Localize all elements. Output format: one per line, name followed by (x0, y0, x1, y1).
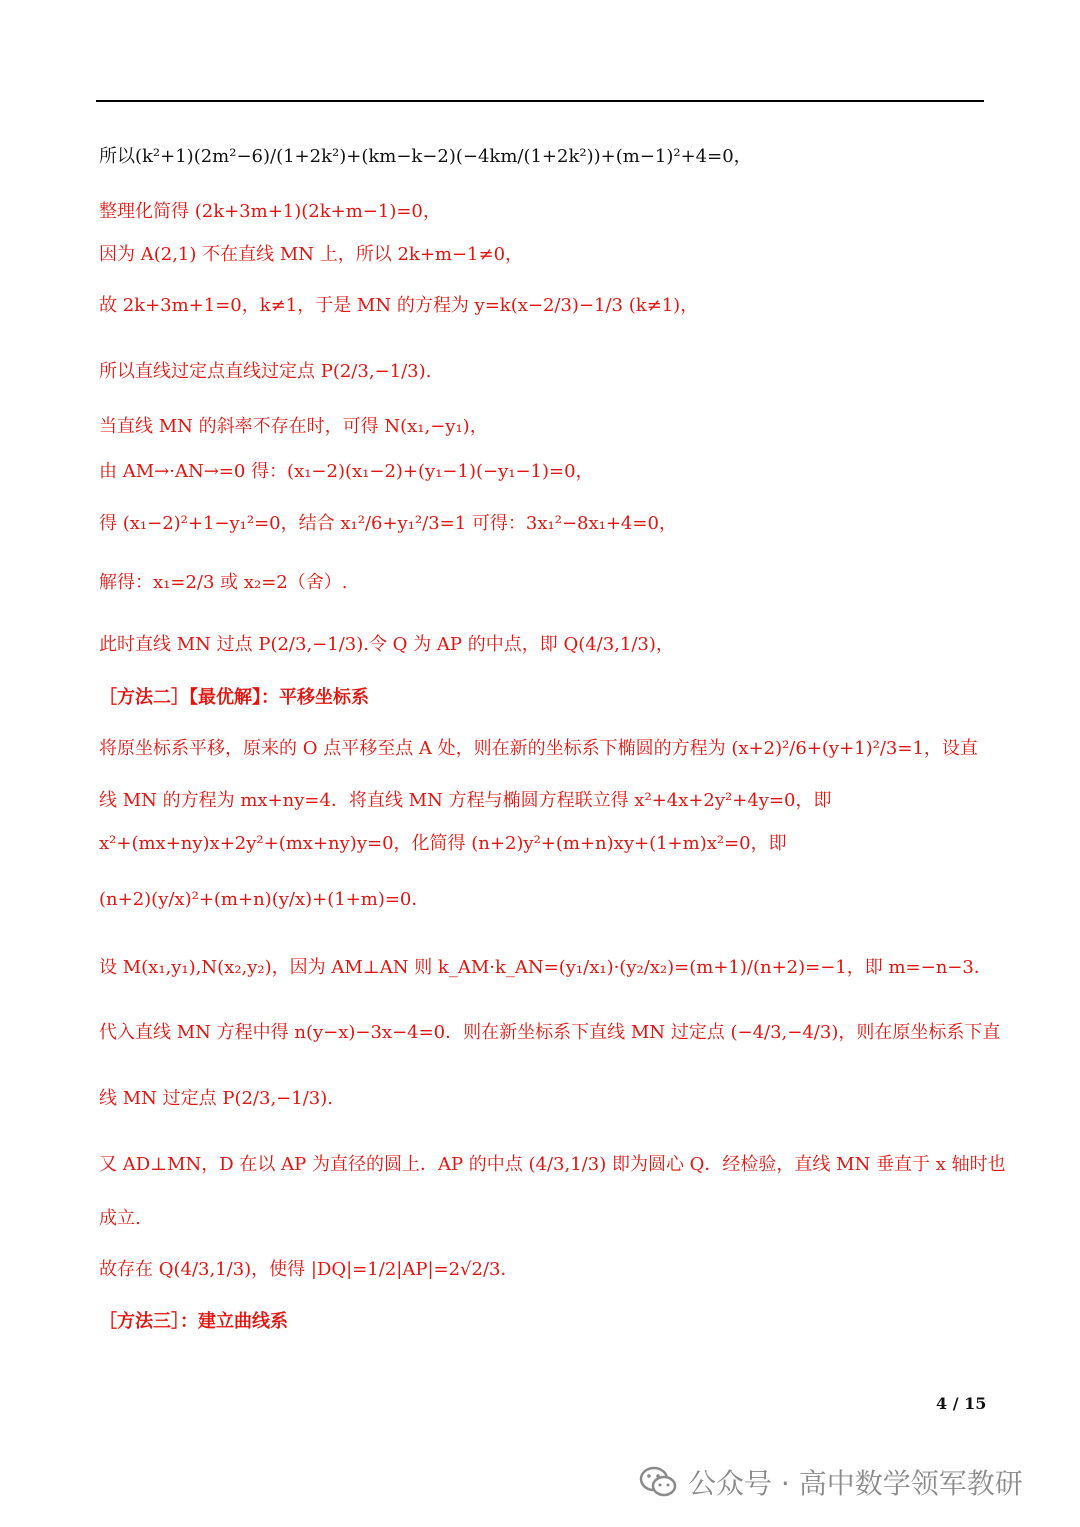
line-5: 所以直线过定点直线过定点 P(2/3,−1/3). (99, 361, 432, 382)
line-21: 故存在 Q(4/3,1/3)，使得 |DQ|=1/2|AP|=2√2/3． (99, 1259, 519, 1280)
watermark (638, 1458, 1023, 1506)
wechat-icon (638, 1462, 678, 1502)
line-16: 设 M(x₁,y₁),N(x₂,y₂)，因为 AM⊥AN 则 k_AM·k_AN=(y₁/x₁)·(y₂/x₂)=(m+1)/(n+2)=−1，即 m=−n−3． (99, 957, 992, 978)
line-2: 整理化简得 (2k+3m+1)(2k+m−1)=0， (99, 201, 441, 222)
line-4: 故 2k+3m+1=0，k≠1，于是 MN 的方程为 y=k(x−2/3)−1/3 (k≠1)， (99, 295, 699, 316)
line-17: 代入直线 MN 方程中得 n(y−x)−3x−4=0．则在新坐标系下直线 MN 过定点 (−4/3,−4/3)，则在原坐标系下直 (99, 1022, 1001, 1043)
header-rule (96, 100, 984, 102)
line-7: 由 AM→·AN→=0 得：(x₁−2)(x₁−2)+(y₁−1)(−y₁−1)=0， (99, 461, 594, 482)
line-20: 成立. (99, 1208, 141, 1229)
watermark-text: 公众号 · 高中数学领军教研 (688, 1467, 1023, 1500)
line-18: 线 MN 过定点 P(2/3,−1/3). (99, 1088, 333, 1109)
section-heading-method-2: ［方法二］【最优解】：平移坐标系 (99, 687, 369, 708)
line-9: 解得：x₁=2/3 或 x₂=2（舍）. (99, 572, 348, 593)
line-12: 将原坐标系平移，原来的 O 点平移至点 A 处，则在新的坐标系下椭圆的方程为 (x+2)²/6+(y+1)²/3=1，设直 (99, 738, 978, 759)
line-15: (n+2)(y/x)²+(m+n)(y/x)+(1+m)=0． (99, 889, 430, 910)
line-1: 所以(k²+1)(2m²−6)/(1+2k²)+(km−k−2)(−4km/(1+2k²))+(m−1)²+4=0， (99, 146, 752, 167)
section-heading-method-3: ［方法三］：建立曲线系 (99, 1311, 288, 1332)
line-14: x²+(mx+ny)x+2y²+(mx+ny)y=0，化简得 (n+2)y²+(m+n)xy+(1+m)x²=0，即 (99, 833, 787, 854)
line-8: 得 (x₁−2)²+1−y₁²=0，结合 x₁²/6+y₁²/3=1 可得：3x₁²−8x₁+4=0， (99, 513, 677, 534)
line-19: 又 AD⊥MN，D 在以 AP 为直径的圆上．AP 的中点 (4/3,1/3) 即为圆心 Q．经检验，直线 MN 垂直于 x 轴时也 (99, 1154, 1006, 1175)
page-number: 4 / 15 (936, 1394, 987, 1413)
line-10: 此时直线 MN 过点 P(2/3,−1/3).令 Q 为 AP 的中点，即 Q(4/3,1/3)， (99, 634, 674, 655)
line-13: 线 MN 的方程为 mx+ny=4．将直线 MN 方程与椭圆方程联立得 x²+4x+2y²+4y=0，即 (99, 790, 832, 811)
line-3: 因为 A(2,1) 不在直线 MN 上，所以 2k+m−1≠0， (99, 244, 524, 265)
line-6: 当直线 MN 的斜率不存在时，可得 N(x₁,−y₁)， (99, 416, 488, 437)
